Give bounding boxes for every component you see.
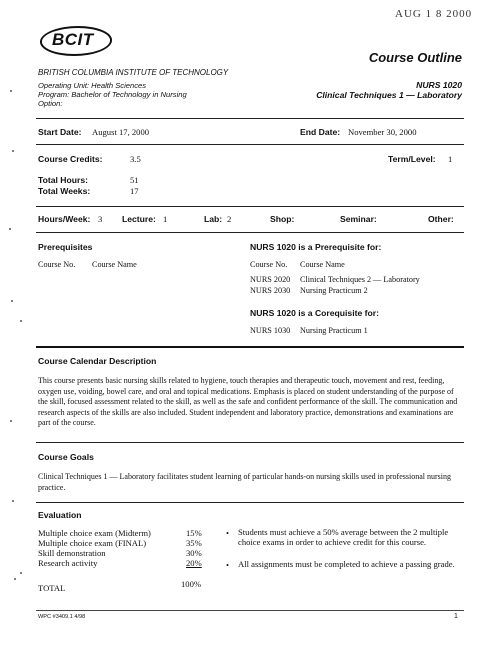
operating-unit: Operating Unit: Health Sciences <box>38 81 147 90</box>
goals-text: Clinical Techniques 1 — Laboratory facilitates student learning of particular hands-on nursing skills used in professional nursing practice. <box>38 472 451 492</box>
eval-total-label: TOTAL <box>38 583 66 593</box>
goals-heading: Course Goals <box>38 452 94 462</box>
divider <box>36 232 464 233</box>
coreq-for-heading: NURS 1020 is a Corequisite for: <box>250 308 379 318</box>
table-cell: Nursing Practicum 2 <box>300 286 368 295</box>
total-hours-value: 51 <box>130 175 139 185</box>
scan-speck <box>10 90 12 92</box>
eval-item-label: Multiple choice exam (Midterm) <box>38 528 151 538</box>
total-weeks-value: 17 <box>130 186 139 196</box>
eval-note: All assignments must be completed to achieve a passing grade. <box>238 559 455 569</box>
eval-item-value: 30% <box>186 548 202 558</box>
eval-item-label: Skill demonstration <box>38 548 106 558</box>
term-value: 1 <box>448 154 453 164</box>
prereq-col-name: Course Name <box>92 260 137 269</box>
footer-divider <box>36 610 464 611</box>
divider <box>36 144 464 145</box>
lab-value: 2 <box>227 214 232 224</box>
seminar-label: Seminar: <box>340 214 377 224</box>
prerequisites-heading: Prerequisites <box>38 242 93 252</box>
scan-speck <box>20 320 22 322</box>
prereq-for-heading: NURS 1020 is a Prerequisite for: <box>250 242 382 252</box>
evaluation-heading: Evaluation <box>38 510 82 520</box>
credits-label: Course Credits: <box>38 154 103 164</box>
course-code: NURS 1020 <box>416 80 462 90</box>
table-cell: NURS 2020 <box>250 275 291 284</box>
eval-item-label: Multiple choice exam (FINAL) <box>38 538 147 548</box>
table-cell: Clinical Techniques 2 — Laboratory <box>300 275 420 284</box>
lecture-label: Lecture: <box>122 214 156 224</box>
calendar-description: This course presents basic nursing skills related to hygiene, touch therapies and therapeutic touch, movement and rest, feeding, oxygen use, voiding, bowel care, and oral and topical medications. Emphasis is placed on student understanding of the purpose of the skill, focused assessment related to the skill, as well as the safe and confident performance of the skill. The communication and research aspects of the skills are also included. Student independent and laboratory practice, demonstrations and examinations are part of the course. <box>38 376 458 428</box>
table-cell: NURS 2030 <box>250 286 291 295</box>
eval-total-value: 100% <box>181 579 202 589</box>
lecture-value: 1 <box>163 214 168 224</box>
eval-item-label: Research activity <box>38 558 98 568</box>
scan-speck <box>20 572 22 574</box>
received-stamp: AUG 1 8 2000 <box>395 8 473 20</box>
eval-note: Students must achieve a 50% average between the 2 multiple choice exams in order to achieve credit for this course. <box>238 527 449 548</box>
scan-speck <box>14 578 16 580</box>
institute-name: BRITISH COLUMBIA INSTITUTE OF TECHNOLOGY <box>38 68 229 77</box>
hours-week-value: 3 <box>98 214 103 224</box>
total-hours-label: Total Hours: <box>38 175 88 185</box>
end-date-label: End Date: <box>300 127 341 137</box>
scan-speck <box>12 150 14 152</box>
prereq-for-col-name: Course Name <box>300 260 345 269</box>
option: Option: <box>38 99 63 108</box>
divider <box>36 502 464 503</box>
course-name: Clinical Techniques 1 — Laboratory <box>316 90 462 100</box>
end-date-value: November 30, 2000 <box>348 127 417 137</box>
hours-week-label: Hours/Week: <box>38 214 91 224</box>
divider <box>36 118 464 119</box>
scan-speck <box>11 300 13 302</box>
start-date-value: August 17, 2000 <box>92 127 150 137</box>
scan-speck <box>12 500 14 502</box>
bullet-icon: • <box>226 528 230 538</box>
divider <box>36 442 464 443</box>
shop-label: Shop: <box>270 214 295 224</box>
prereq-col-no: Course No. <box>38 260 76 269</box>
scan-speck <box>10 420 12 422</box>
eval-item-value: 15% <box>186 528 202 538</box>
scan-speck <box>9 228 11 230</box>
form-code: WPC #3409.1 4/98 <box>38 614 86 620</box>
doc-title: Course Outline <box>368 50 462 65</box>
start-date-label: Start Date: <box>38 127 82 137</box>
eval-item-value: 35% <box>186 538 202 548</box>
program: Program: Bachelor of Technology in Nursing <box>38 90 187 99</box>
calendar-heading: Course Calendar Description <box>38 356 157 366</box>
table-cell: Nursing Practicum 1 <box>300 326 368 335</box>
page-number: 1 <box>454 613 458 620</box>
eval-item-value: 20% <box>186 558 202 568</box>
bcit-logo: BCIT <box>52 30 94 49</box>
term-label: Term/Level: <box>388 154 436 164</box>
divider <box>36 346 464 348</box>
table-cell: NURS 1030 <box>250 326 291 335</box>
bullet-icon: • <box>226 560 230 570</box>
other-label: Other: <box>428 214 454 224</box>
credits-value: 3.5 <box>130 154 141 164</box>
divider <box>36 206 464 207</box>
prereq-for-col-no: Course No. <box>250 260 288 269</box>
lab-label: Lab: <box>204 214 223 224</box>
total-weeks-label: Total Weeks: <box>38 186 91 196</box>
